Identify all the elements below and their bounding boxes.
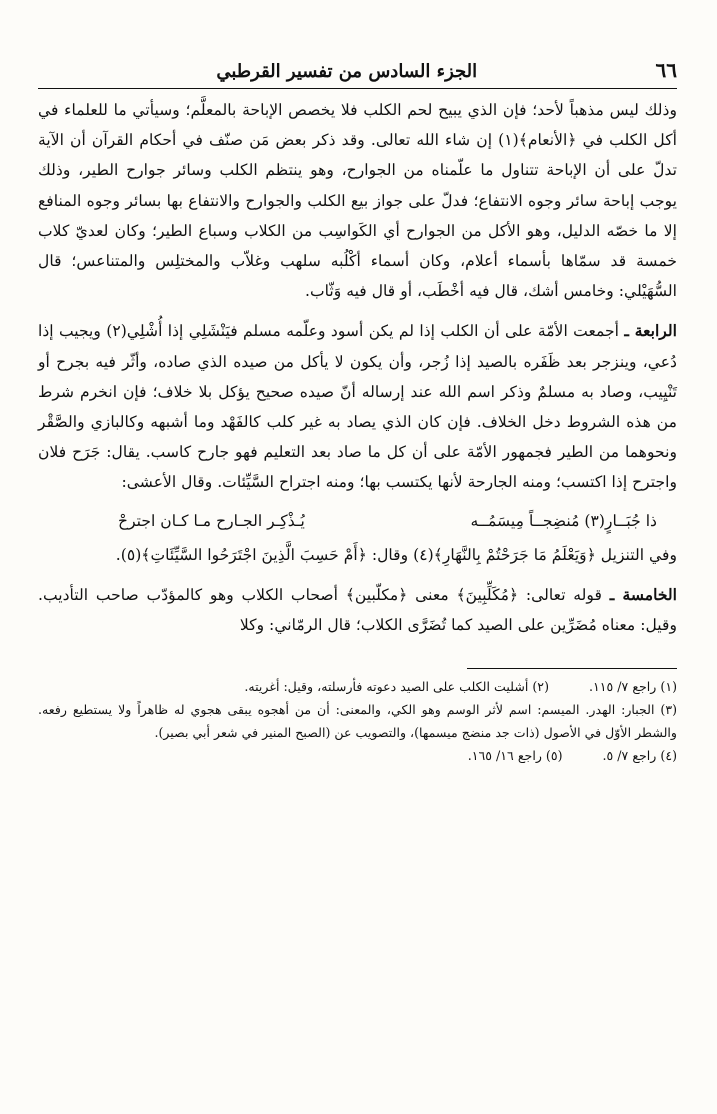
footnote-row-1 [38, 675, 677, 698]
section-lead-5: الخامسة ـ [609, 584, 678, 604]
book-page [0, 22, 717, 1114]
paragraph-4th-text: أجمعت الأمّة على أن الكلب إذا لم يكن أسود وعلّمه مسلم فيَنْشَلِي إذا أُشْلِي(٢) ويجيب إذا دُعي، وينزجر بعد ظَفَره بالصيد إذا زُجر، وأن يكون لا يأكل من صيده الذي صاده، وأثّر فيه بجرح أو تَنْيِيب، وصاد به مسلمٌ وذكر اسم الله عند إرساله أنّ صيده صحيح يؤكل بلا خلاف؛ فإن انخرم شرط من هذه الشروط دخل الخلاف. فإن كان الذي يصاد به غير كلب كالفَهْد وما أشبهه وكالبازي والصَّقْر ونحوهما من الطير فجمهور الأمّة على أن كل ما صاد بعد التعليم فهو جارح كاسب. يقال: جَرَح فلان واجترح إذا اكتسب؛ ومنه الجارحة لأنها يكتسب بها؛ ومنه اجتراح السَّيِّئات. وقال الأعشى: [38, 322, 677, 492]
footnote-4: (٤) راجع ٧/ ٥. [602, 748, 677, 764]
main-text [38, 95, 677, 640]
paragraph-1 [38, 95, 677, 306]
poetry-verse [38, 498, 677, 540]
paragraph-5th-text: قوله تعالى: ﴿مُكَلِّبِينَ﴾ معنى ﴿مكلّبين﴾ أصحاب الكلاب وهو كالمؤدّب صاحب التأديب. وقيل: معناه مُضَرِّين على الصيد كما تُضَرَّى الكلاب؛ قال الرمّاني: وكلا [38, 585, 677, 635]
footnote-5: (٥) راجع ١٦/ ١٦٥. [467, 748, 563, 764]
running-title: الجزء السادس من تفسير القرطبي [216, 61, 478, 82]
paragraph-4th [38, 316, 677, 497]
footnote-1: (١) راجع ٧/ ١١٥. [588, 679, 677, 695]
verse-second-half: يُـذْكِـر الجـارح مـا كـان اجترحْ [118, 511, 305, 530]
footnote-3: (٣) الجبار: الهدر. الميسم: اسم لأثر الوسم وهو الكي، والمعنى: أن من أهجوه يبقى هجوي له ظاهراً ولا يستطيع رفعه. والشطر الأوّل في الأصول (ذات جد منضج ميسمها)، والتصويب عن (الصبح المنير في شعر أبي بصير). [38, 702, 677, 741]
paragraph-after-verse: وفي التنزيل ﴿وَيَعْلَمُ مَا جَرَحْتُمْ بِالنَّهَارِ﴾(٤) وقال: ﴿أَمْ حَسِبَ الَّذِينَ اجْتَرَحُوا السَّيِّئَاتِ﴾(٥). [115, 545, 677, 564]
paragraph-1-text: وذلك ليس مذهباً لأحد؛ فإن الذي يبيح لحم الكلب فلا يخصص الإباحة بالمعلَّم؛ وسيأتي ما للعلماء في أكل الكلب في ﴿الأنعام﴾(١) إن شاء الله تعالى. وقد ذكر بعض مَن صنّف في أحكام القرآن أن الآية تدلّ على أن الإباحة تتناول ما علّمناه من الجوارح، وهو ينتظم الكلب وسائر جوارح الطير، وذلك يوجب إباحة سائر وجوه الانتفاع؛ فدلّ على جواز بيع الكلب والجوارح والانتفاع بها بسائر وجوه المنافع إلا ما خصّه الدليل، وهو الأكل من الجوارح أي الكَواسِب من الكلاب وسباع الطير؛ وكان لعديّ كلاب خمسة قد سمّاها بأسماء أعلام، وكان أسماء أكْلُبه سلهب وغلاّب والمختلِس والمتناعس؛ قال السُّهَيْلي: وخامس أشك، قال فيه أخْطَب، أو قال فيه وَثّاب. [38, 101, 677, 301]
footnotes [38, 675, 677, 767]
page-number: ٦٦ [655, 58, 677, 82]
footnote-row-2 [38, 744, 677, 767]
section-lead-4: الرابعة ـ [624, 321, 677, 341]
paragraph-5th [38, 580, 677, 640]
verse-first-half: ذا جُبَــارٍ(٣) مُنضِجــاً مِيسَمُــه [470, 511, 657, 530]
footnote-divider [467, 668, 677, 669]
running-header [38, 22, 677, 89]
footnote-2: (٢) أشليت الكلب على الصيد دعوته فأرسلته، وقيل: أغريته. [244, 679, 549, 695]
